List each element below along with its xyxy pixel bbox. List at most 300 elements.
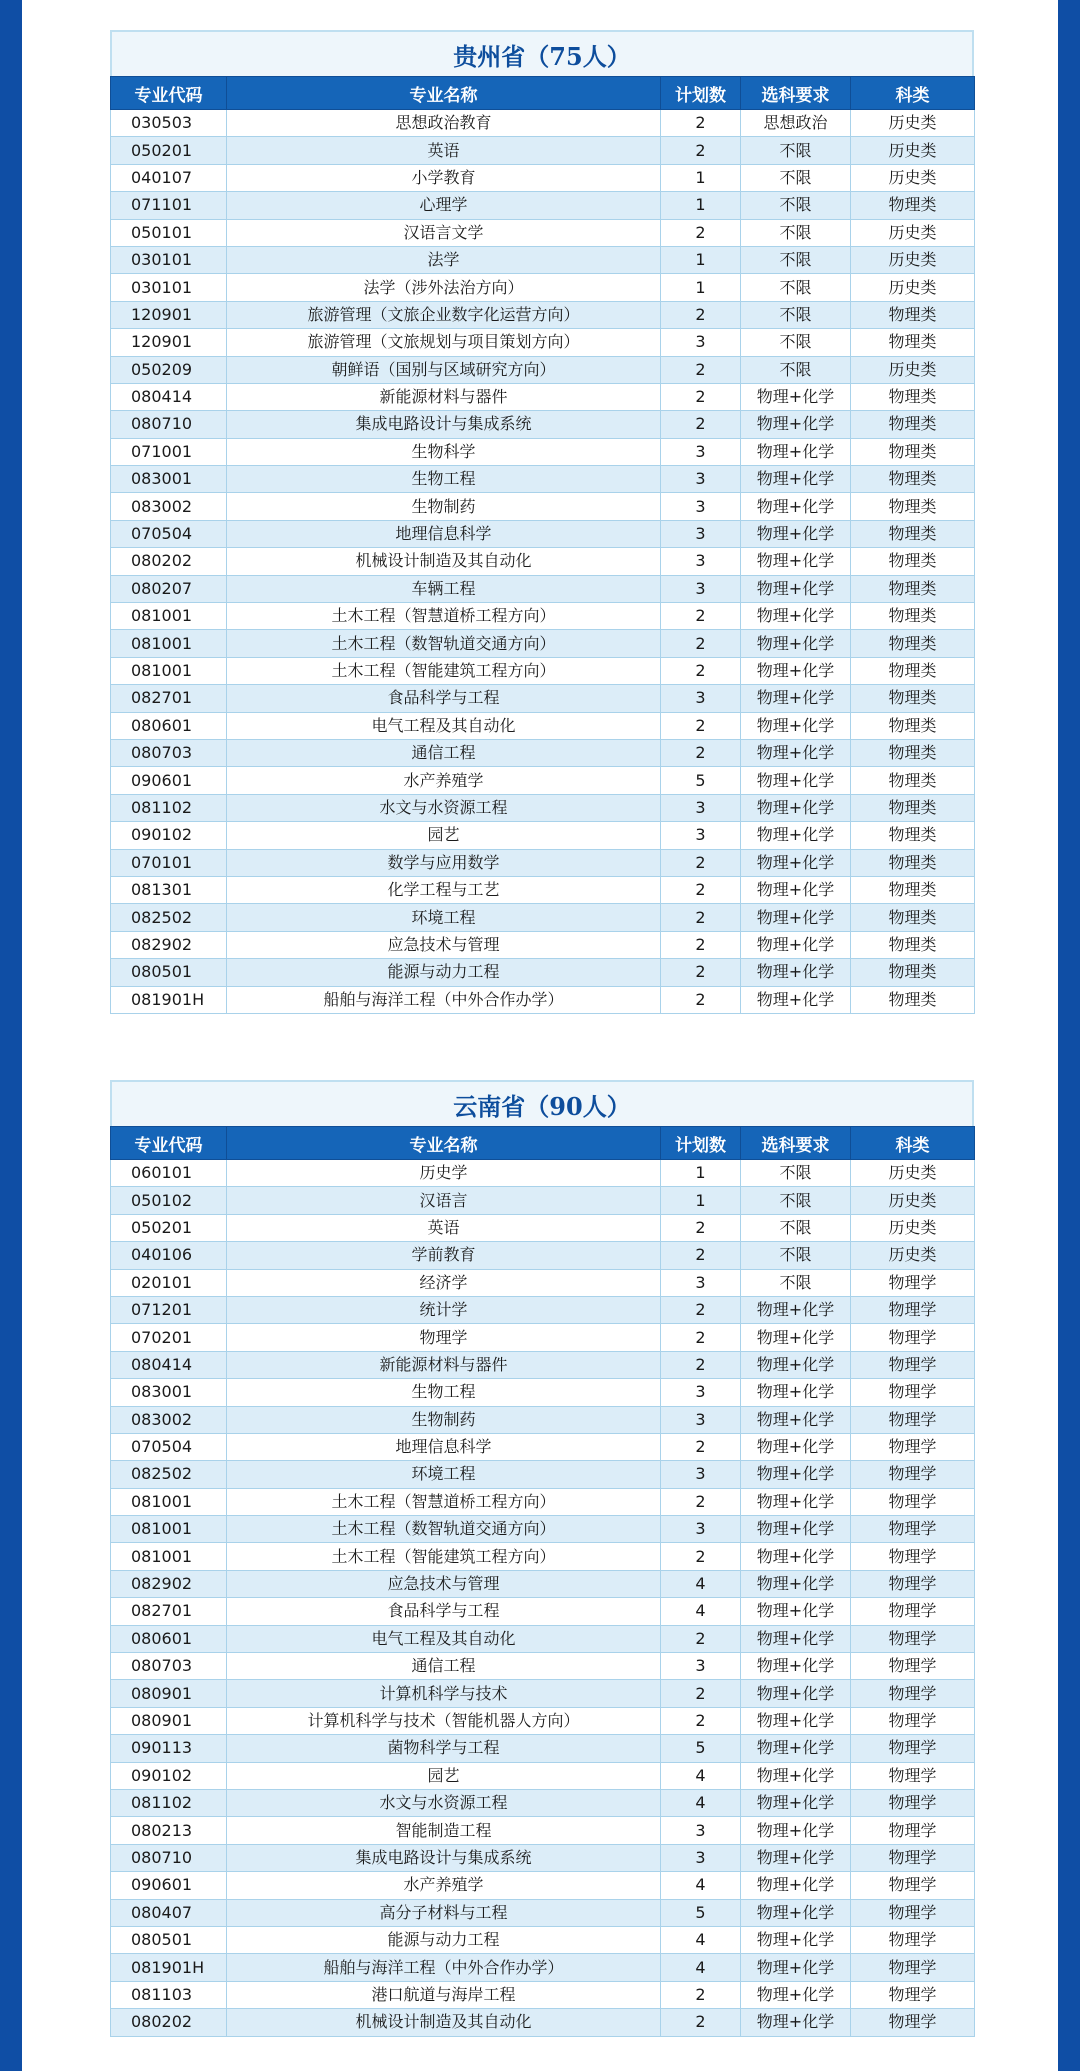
cell-plan: 5 bbox=[661, 767, 741, 794]
cell-code: 020101 bbox=[111, 1269, 227, 1296]
cell-plan: 2 bbox=[661, 383, 741, 410]
table-row bbox=[111, 219, 975, 246]
header-row bbox=[111, 1127, 975, 1160]
cell-category: 物理类 bbox=[851, 383, 975, 410]
cell-requirement: 物理+化学 bbox=[741, 466, 851, 493]
cell-code: 083001 bbox=[111, 466, 227, 493]
cell-category: 历史类 bbox=[851, 1242, 975, 1269]
cell-code: 082902 bbox=[111, 931, 227, 958]
cell-name: 法学 bbox=[227, 246, 661, 273]
cell-plan: 2 bbox=[661, 849, 741, 876]
cell-category: 物理学 bbox=[851, 1433, 975, 1460]
cell-requirement: 物理+化学 bbox=[741, 1625, 851, 1652]
cell-category: 物理学 bbox=[851, 1516, 975, 1543]
cell-name: 土木工程（数智轨道交通方向） bbox=[227, 630, 661, 657]
cell-requirement: 物理+化学 bbox=[741, 548, 851, 575]
cell-code: 060101 bbox=[111, 1160, 227, 1187]
cell-code: 080207 bbox=[111, 575, 227, 602]
cell-category: 物理学 bbox=[851, 1872, 975, 1899]
cell-plan: 2 bbox=[661, 1351, 741, 1378]
cell-category: 物理学 bbox=[851, 1488, 975, 1515]
guizhou-table bbox=[110, 30, 974, 1014]
cell-category: 物理类 bbox=[851, 493, 975, 520]
cell-name: 集成电路设计与集成系统 bbox=[227, 411, 661, 438]
enrollment-table bbox=[110, 1126, 975, 2037]
cell-category: 物理类 bbox=[851, 794, 975, 821]
cell-requirement: 不限 bbox=[741, 192, 851, 219]
cell-requirement: 不限 bbox=[741, 274, 851, 301]
cell-code: 082701 bbox=[111, 1598, 227, 1625]
table-row bbox=[111, 164, 975, 191]
cell-name: 应急技术与管理 bbox=[227, 931, 661, 958]
header-row bbox=[111, 77, 975, 110]
cell-requirement: 物理+化学 bbox=[741, 657, 851, 684]
table-row bbox=[111, 438, 975, 465]
cell-code: 080414 bbox=[111, 383, 227, 410]
cell-plan: 3 bbox=[661, 822, 741, 849]
cell-requirement: 物理+化学 bbox=[741, 383, 851, 410]
cell-requirement: 物理+化学 bbox=[741, 1653, 851, 1680]
header-code: 专业代码 bbox=[111, 77, 227, 110]
cell-requirement: 物理+化学 bbox=[741, 1351, 851, 1378]
cell-code: 080202 bbox=[111, 548, 227, 575]
cell-name: 集成电路设计与集成系统 bbox=[227, 1844, 661, 1871]
cell-plan: 2 bbox=[661, 1242, 741, 1269]
cell-plan: 4 bbox=[661, 1570, 741, 1597]
cell-category: 物理类 bbox=[851, 767, 975, 794]
cell-code: 082502 bbox=[111, 904, 227, 931]
cell-name: 水产养殖学 bbox=[227, 1872, 661, 1899]
cell-code: 090113 bbox=[111, 1735, 227, 1762]
cell-plan: 3 bbox=[661, 1269, 741, 1296]
cell-category: 物理学 bbox=[851, 1926, 975, 1953]
cell-plan: 2 bbox=[661, 739, 741, 766]
cell-code: 070504 bbox=[111, 520, 227, 547]
cell-name: 食品科学与工程 bbox=[227, 685, 661, 712]
cell-code: 081001 bbox=[111, 657, 227, 684]
cell-name: 土木工程（智能建筑工程方向） bbox=[227, 657, 661, 684]
cell-name: 英语 bbox=[227, 137, 661, 164]
cell-category: 物理学 bbox=[851, 1680, 975, 1707]
table-row bbox=[111, 1406, 975, 1433]
cell-plan: 2 bbox=[661, 904, 741, 931]
cell-category: 物理学 bbox=[851, 1817, 975, 1844]
cell-plan: 3 bbox=[661, 1461, 741, 1488]
cell-category: 物理学 bbox=[851, 1570, 975, 1597]
cell-requirement: 物理+化学 bbox=[741, 986, 851, 1013]
cell-name: 生物科学 bbox=[227, 438, 661, 465]
table-row bbox=[111, 411, 975, 438]
cell-category: 物理学 bbox=[851, 2009, 975, 2036]
cell-category: 历史类 bbox=[851, 356, 975, 383]
cell-requirement: 物理+化学 bbox=[741, 1379, 851, 1406]
cell-name: 化学工程与工艺 bbox=[227, 876, 661, 903]
cell-category: 物理类 bbox=[851, 739, 975, 766]
table-row bbox=[111, 575, 975, 602]
table-row bbox=[111, 1351, 975, 1378]
cell-code: 071101 bbox=[111, 192, 227, 219]
cell-requirement: 物理+化学 bbox=[741, 1735, 851, 1762]
cell-name: 土木工程（智慧道桥工程方向） bbox=[227, 1488, 661, 1515]
cell-name: 计算机科学与技术 bbox=[227, 1680, 661, 1707]
cell-name: 园艺 bbox=[227, 1762, 661, 1789]
right-border-bar bbox=[1058, 0, 1080, 2071]
cell-plan: 3 bbox=[661, 1516, 741, 1543]
cell-requirement: 物理+化学 bbox=[741, 685, 851, 712]
cell-category: 物理类 bbox=[851, 438, 975, 465]
cell-name: 港口航道与海岸工程 bbox=[227, 1981, 661, 2008]
table-row bbox=[111, 192, 975, 219]
cell-category: 物理类 bbox=[851, 301, 975, 328]
cell-name: 历史学 bbox=[227, 1160, 661, 1187]
cell-code: 081001 bbox=[111, 630, 227, 657]
cell-code: 081102 bbox=[111, 1789, 227, 1816]
table-row bbox=[111, 630, 975, 657]
cell-plan: 2 bbox=[661, 1324, 741, 1351]
cell-plan: 2 bbox=[661, 411, 741, 438]
cell-plan: 2 bbox=[661, 1981, 741, 2008]
cell-name: 土木工程（智慧道桥工程方向） bbox=[227, 603, 661, 630]
cell-name: 环境工程 bbox=[227, 904, 661, 931]
cell-requirement: 不限 bbox=[741, 137, 851, 164]
cell-requirement: 不限 bbox=[741, 1160, 851, 1187]
cell-plan: 2 bbox=[661, 1680, 741, 1707]
cell-requirement: 物理+化学 bbox=[741, 1433, 851, 1460]
cell-requirement: 物理+化学 bbox=[741, 712, 851, 739]
cell-plan: 5 bbox=[661, 1735, 741, 1762]
table-row bbox=[111, 548, 975, 575]
cell-code: 071201 bbox=[111, 1296, 227, 1323]
cell-code: 080601 bbox=[111, 712, 227, 739]
cell-code: 080901 bbox=[111, 1707, 227, 1734]
cell-plan: 2 bbox=[661, 1296, 741, 1323]
cell-plan: 2 bbox=[661, 2009, 741, 2036]
table-row bbox=[111, 1296, 975, 1323]
header-requirement: 选科要求 bbox=[741, 77, 851, 110]
cell-name: 通信工程 bbox=[227, 1653, 661, 1680]
table-row bbox=[111, 1789, 975, 1816]
cell-category: 物理类 bbox=[851, 411, 975, 438]
cell-plan: 4 bbox=[661, 1598, 741, 1625]
cell-requirement: 物理+化学 bbox=[741, 1817, 851, 1844]
cell-name: 数学与应用数学 bbox=[227, 849, 661, 876]
cell-code: 090601 bbox=[111, 1872, 227, 1899]
cell-plan: 3 bbox=[661, 466, 741, 493]
cell-code: 080710 bbox=[111, 1844, 227, 1871]
cell-requirement: 物理+化学 bbox=[741, 1516, 851, 1543]
cell-requirement: 不限 bbox=[741, 1242, 851, 1269]
cell-name: 生物工程 bbox=[227, 1379, 661, 1406]
table-row bbox=[111, 1570, 975, 1597]
cell-plan: 1 bbox=[661, 164, 741, 191]
table-row bbox=[111, 1214, 975, 1241]
cell-plan: 4 bbox=[661, 1872, 741, 1899]
table-row bbox=[111, 301, 975, 328]
cell-code: 120901 bbox=[111, 329, 227, 356]
cell-requirement: 物理+化学 bbox=[741, 2009, 851, 2036]
cell-category: 物理类 bbox=[851, 822, 975, 849]
table-row bbox=[111, 712, 975, 739]
table-row bbox=[111, 493, 975, 520]
cell-plan: 3 bbox=[661, 1844, 741, 1871]
cell-name: 应急技术与管理 bbox=[227, 1570, 661, 1597]
cell-requirement: 物理+化学 bbox=[741, 1954, 851, 1981]
cell-plan: 2 bbox=[661, 1433, 741, 1460]
table-row bbox=[111, 1817, 975, 1844]
cell-plan: 2 bbox=[661, 137, 741, 164]
cell-category: 物理类 bbox=[851, 575, 975, 602]
cell-requirement: 不限 bbox=[741, 1214, 851, 1241]
cell-category: 历史类 bbox=[851, 1160, 975, 1187]
table-row bbox=[111, 959, 975, 986]
cell-category: 物理类 bbox=[851, 931, 975, 958]
cell-category: 物理学 bbox=[851, 1954, 975, 1981]
cell-code: 050201 bbox=[111, 137, 227, 164]
cell-requirement: 物理+化学 bbox=[741, 1981, 851, 2008]
cell-requirement: 物理+化学 bbox=[741, 822, 851, 849]
cell-code: 080703 bbox=[111, 1653, 227, 1680]
cell-name: 旅游管理（文旅规划与项目策划方向） bbox=[227, 329, 661, 356]
table-row bbox=[111, 1488, 975, 1515]
cell-category: 物理学 bbox=[851, 1296, 975, 1323]
cell-requirement: 思想政治 bbox=[741, 110, 851, 137]
cell-plan: 1 bbox=[661, 1160, 741, 1187]
cell-name: 能源与动力工程 bbox=[227, 1926, 661, 1953]
table-row bbox=[111, 1899, 975, 1926]
cell-code: 081001 bbox=[111, 603, 227, 630]
cell-name: 心理学 bbox=[227, 192, 661, 219]
cell-plan: 2 bbox=[661, 603, 741, 630]
cell-name: 能源与动力工程 bbox=[227, 959, 661, 986]
cell-category: 物理类 bbox=[851, 849, 975, 876]
cell-category: 物理类 bbox=[851, 959, 975, 986]
table-row bbox=[111, 931, 975, 958]
cell-name: 计算机科学与技术（智能机器人方向） bbox=[227, 1707, 661, 1734]
cell-category: 物理学 bbox=[851, 1981, 975, 2008]
cell-requirement: 物理+化学 bbox=[741, 493, 851, 520]
cell-category: 历史类 bbox=[851, 219, 975, 246]
cell-plan: 3 bbox=[661, 575, 741, 602]
cell-category: 物理类 bbox=[851, 876, 975, 903]
cell-category: 物理学 bbox=[851, 1653, 975, 1680]
cell-requirement: 不限 bbox=[741, 164, 851, 191]
cell-requirement: 物理+化学 bbox=[741, 1926, 851, 1953]
cell-requirement: 物理+化学 bbox=[741, 1598, 851, 1625]
cell-category: 物理学 bbox=[851, 1324, 975, 1351]
cell-name: 统计学 bbox=[227, 1296, 661, 1323]
cell-category: 物理类 bbox=[851, 904, 975, 931]
cell-category: 物理类 bbox=[851, 603, 975, 630]
cell-category: 物理类 bbox=[851, 520, 975, 547]
cell-plan: 3 bbox=[661, 685, 741, 712]
table-row bbox=[111, 110, 975, 137]
table-row bbox=[111, 1735, 975, 1762]
cell-plan: 4 bbox=[661, 1926, 741, 1953]
cell-requirement: 物理+化学 bbox=[741, 603, 851, 630]
table-row bbox=[111, 1516, 975, 1543]
cell-code: 071001 bbox=[111, 438, 227, 465]
table-row bbox=[111, 1762, 975, 1789]
cell-name: 法学（涉外法治方向） bbox=[227, 274, 661, 301]
cell-requirement: 不限 bbox=[741, 329, 851, 356]
cell-category: 物理学 bbox=[851, 1844, 975, 1871]
cell-code: 083002 bbox=[111, 493, 227, 520]
cell-code: 080601 bbox=[111, 1625, 227, 1652]
cell-code: 030503 bbox=[111, 110, 227, 137]
cell-category: 物理类 bbox=[851, 657, 975, 684]
cell-requirement: 不限 bbox=[741, 246, 851, 273]
cell-requirement: 物理+化学 bbox=[741, 1899, 851, 1926]
cell-category: 历史类 bbox=[851, 137, 975, 164]
cell-plan: 3 bbox=[661, 1379, 741, 1406]
table-row bbox=[111, 1680, 975, 1707]
cell-plan: 1 bbox=[661, 274, 741, 301]
cell-name: 高分子材料与工程 bbox=[227, 1899, 661, 1926]
cell-category: 物理类 bbox=[851, 329, 975, 356]
cell-plan: 2 bbox=[661, 1707, 741, 1734]
cell-code: 040107 bbox=[111, 164, 227, 191]
table-title: 云南省（90人） bbox=[110, 1080, 974, 1126]
cell-code: 120901 bbox=[111, 301, 227, 328]
cell-code: 090601 bbox=[111, 767, 227, 794]
cell-requirement: 不限 bbox=[741, 1269, 851, 1296]
cell-category: 物理学 bbox=[851, 1762, 975, 1789]
cell-name: 汉语言文学 bbox=[227, 219, 661, 246]
cell-category: 物理学 bbox=[851, 1351, 975, 1378]
cell-plan: 3 bbox=[661, 1406, 741, 1433]
cell-code: 070201 bbox=[111, 1324, 227, 1351]
cell-plan: 3 bbox=[661, 438, 741, 465]
cell-code: 080414 bbox=[111, 1351, 227, 1378]
header-code: 专业代码 bbox=[111, 1127, 227, 1160]
cell-code: 080501 bbox=[111, 1926, 227, 1953]
table-row bbox=[111, 904, 975, 931]
cell-requirement: 不限 bbox=[741, 1187, 851, 1214]
left-border-bar bbox=[0, 0, 22, 2071]
cell-plan: 4 bbox=[661, 1789, 741, 1816]
cell-code: 050209 bbox=[111, 356, 227, 383]
cell-category: 物理类 bbox=[851, 712, 975, 739]
table-row bbox=[111, 1379, 975, 1406]
cell-plan: 2 bbox=[661, 931, 741, 958]
cell-name: 园艺 bbox=[227, 822, 661, 849]
cell-category: 物理学 bbox=[851, 1598, 975, 1625]
cell-plan: 1 bbox=[661, 192, 741, 219]
cell-requirement: 物理+化学 bbox=[741, 575, 851, 602]
table-row bbox=[111, 383, 975, 410]
table-row bbox=[111, 1872, 975, 1899]
cell-requirement: 物理+化学 bbox=[741, 767, 851, 794]
cell-name: 新能源材料与器件 bbox=[227, 383, 661, 410]
table-row bbox=[111, 2009, 975, 2036]
table-row bbox=[111, 1543, 975, 1570]
cell-code: 081901H bbox=[111, 986, 227, 1013]
table-row bbox=[111, 685, 975, 712]
cell-requirement: 不限 bbox=[741, 301, 851, 328]
cell-requirement: 物理+化学 bbox=[741, 959, 851, 986]
cell-category: 物理学 bbox=[851, 1899, 975, 1926]
cell-requirement: 物理+化学 bbox=[741, 1872, 851, 1899]
cell-requirement: 物理+化学 bbox=[741, 931, 851, 958]
cell-name: 旅游管理（文旅企业数字化运营方向） bbox=[227, 301, 661, 328]
cell-code: 070504 bbox=[111, 1433, 227, 1460]
cell-name: 学前教育 bbox=[227, 1242, 661, 1269]
cell-requirement: 物理+化学 bbox=[741, 849, 851, 876]
cell-name: 经济学 bbox=[227, 1269, 661, 1296]
cell-code: 080501 bbox=[111, 959, 227, 986]
cell-name: 船舶与海洋工程（中外合作办学） bbox=[227, 1954, 661, 1981]
cell-name: 英语 bbox=[227, 1214, 661, 1241]
table-row bbox=[111, 1707, 975, 1734]
cell-requirement: 物理+化学 bbox=[741, 904, 851, 931]
cell-name: 生物工程 bbox=[227, 466, 661, 493]
cell-category: 历史类 bbox=[851, 246, 975, 273]
table-row bbox=[111, 739, 975, 766]
cell-plan: 3 bbox=[661, 1817, 741, 1844]
table-row bbox=[111, 329, 975, 356]
cell-plan: 2 bbox=[661, 219, 741, 246]
cell-plan: 3 bbox=[661, 329, 741, 356]
cell-plan: 2 bbox=[661, 1214, 741, 1241]
cell-code: 082902 bbox=[111, 1570, 227, 1597]
table-row bbox=[111, 1653, 975, 1680]
cell-name: 机械设计制造及其自动化 bbox=[227, 2009, 661, 2036]
cell-requirement: 物理+化学 bbox=[741, 1680, 851, 1707]
table-row bbox=[111, 1324, 975, 1351]
cell-code: 080213 bbox=[111, 1817, 227, 1844]
cell-category: 物理学 bbox=[851, 1406, 975, 1433]
table-row bbox=[111, 1433, 975, 1460]
cell-code: 040106 bbox=[111, 1242, 227, 1269]
table-row bbox=[111, 1926, 975, 1953]
cell-name: 环境工程 bbox=[227, 1461, 661, 1488]
table-body bbox=[111, 110, 975, 1014]
cell-code: 090102 bbox=[111, 1762, 227, 1789]
cell-requirement: 物理+化学 bbox=[741, 1844, 851, 1871]
cell-code: 030101 bbox=[111, 246, 227, 273]
cell-name: 水产养殖学 bbox=[227, 767, 661, 794]
cell-category: 物理类 bbox=[851, 630, 975, 657]
cell-name: 朝鲜语（国别与区域研究方向） bbox=[227, 356, 661, 383]
cell-name: 地理信息科学 bbox=[227, 520, 661, 547]
cell-plan: 2 bbox=[661, 876, 741, 903]
yunnan-table bbox=[110, 1080, 974, 2037]
cell-plan: 2 bbox=[661, 959, 741, 986]
table-body bbox=[111, 1160, 975, 2037]
cell-plan: 3 bbox=[661, 520, 741, 547]
cell-requirement: 物理+化学 bbox=[741, 438, 851, 465]
cell-code: 082701 bbox=[111, 685, 227, 712]
cell-name: 生物制药 bbox=[227, 493, 661, 520]
cell-code: 050102 bbox=[111, 1187, 227, 1214]
cell-requirement: 不限 bbox=[741, 356, 851, 383]
cell-name: 新能源材料与器件 bbox=[227, 1351, 661, 1378]
table-row bbox=[111, 986, 975, 1013]
header-requirement: 选科要求 bbox=[741, 1127, 851, 1160]
cell-category: 历史类 bbox=[851, 274, 975, 301]
cell-code: 083001 bbox=[111, 1379, 227, 1406]
cell-code: 081001 bbox=[111, 1543, 227, 1570]
cell-plan: 1 bbox=[661, 1187, 741, 1214]
cell-category: 物理学 bbox=[851, 1625, 975, 1652]
cell-category: 物理学 bbox=[851, 1543, 975, 1570]
cell-category: 历史类 bbox=[851, 164, 975, 191]
cell-plan: 3 bbox=[661, 548, 741, 575]
cell-requirement: 物理+化学 bbox=[741, 1543, 851, 1570]
table-row bbox=[111, 246, 975, 273]
cell-category: 物理类 bbox=[851, 466, 975, 493]
cell-requirement: 物理+化学 bbox=[741, 1324, 851, 1351]
